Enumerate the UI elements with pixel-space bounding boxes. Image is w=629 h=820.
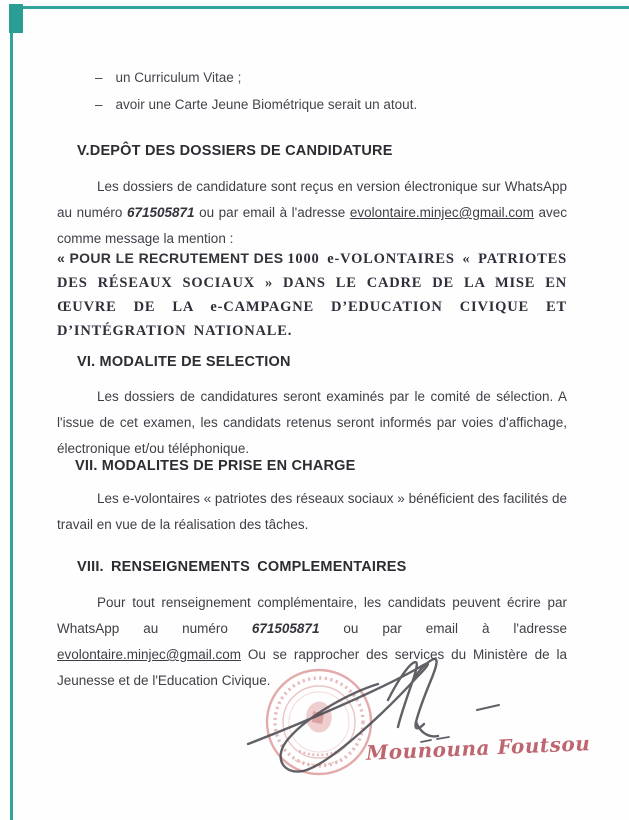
phone-number: 671505871 [126,205,195,220]
paragraph-text: ou par email à l'adresse [194,205,350,220]
signatory-name: Mounouna Foutsou [365,731,591,765]
paragraph-modalite-selection: Les dossiers de candidatures seront examinés par le comité de sélection. A l'issue de cet examen, les candidats retenus seront informés par voies d'affichage, électronique et/ou téléphonique. [57,389,567,456]
paragraph-text: avec comme message la mention : [57,205,567,246]
bullet-dash: – [95,97,103,112]
paragraph-text: ou par email à l'adresse [319,621,568,636]
email-address: evolontaire.minjec@gmail.com [57,647,242,662]
list-item-text: avoir une Carte Jeune Biométrique serait un atout. [115,97,418,112]
section-heading-depot-dossiers: V.DEPÔT DES DOSSIERS DE CANDIDATURE [77,143,393,159]
subject-body-text: 1000 e-VOLONTAIRES « PATRIOTES DES RÉSEAUX SOCIAUX » DANS LE CADRE DE LA MISE EN ŒUVRE DE LA e-CAMPAGNE D’EDUCATION CIVIQUE ET D’INTÉGRATION NATIONALE. [57,251,567,339]
phone-number: 671505871 [251,621,320,636]
paragraph-text: Pour tout renseignement complémentaire, les candidats peuvent écrire par WhatsApp au numéro [57,595,567,636]
bullet-dash: – [95,70,103,85]
section-heading-modalite-selection: VI. MODALITE DE SELECTION [77,354,291,370]
paragraph-text: Les dossiers de candidature sont reçus en version électronique sur WhatsApp au numéro [57,179,567,220]
subject-lead-text: « POUR LE RECRUTEMENT DES [57,250,284,266]
list-item [95,91,567,118]
list-item [95,64,567,91]
paragraph-depot-dossiers [57,174,567,252]
official-stamp [267,670,371,774]
email-address: evolontaire.minjec@gmail.com [349,205,534,220]
list-item-text: un Curriculum Vitae ; [115,70,242,85]
application-subject-line [57,246,567,343]
requirements-list [95,64,567,118]
section-heading-renseignements: VIII. RENSEIGNEMENTS COMPLEMENTAIRES [77,559,407,575]
section-heading-prise-en-charge: VII. MODALITES DE PRISE EN CHARGE [75,458,356,474]
paragraph-prise-en-charge: Les e-volontaires « patriotes des réseaux sociaux » bénéficient des facilités de travail en vue de la réalisation des tâches. [57,491,567,532]
paragraph-text: Ou se rapprocher des services du Ministère de la Jeunesse et de l'Education Civique. [57,647,567,688]
